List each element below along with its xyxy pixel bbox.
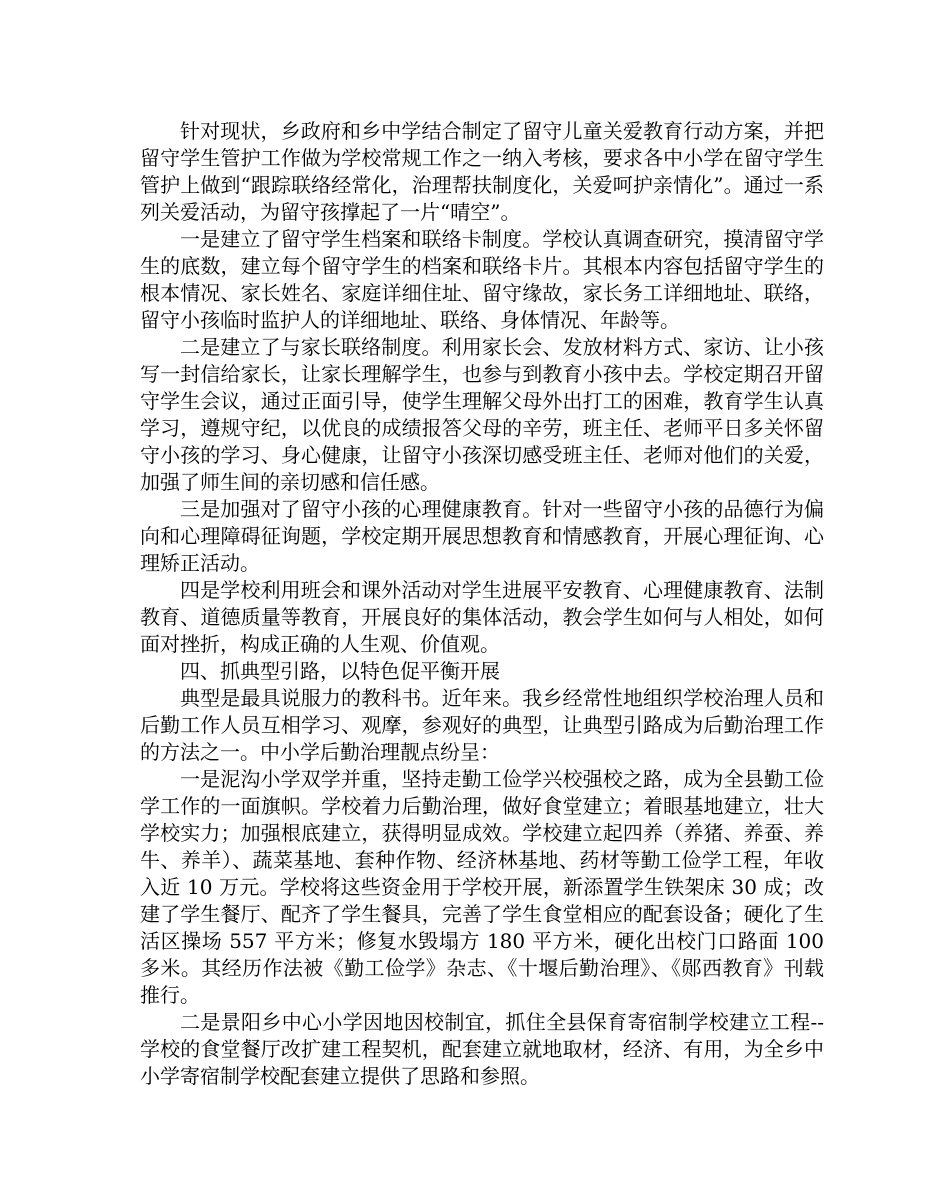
- paragraph: 一是建立了留守学生档案和联络卡制度。学校认真调查研究，摸清留守学生的底数，建立每个留守学生的档案和联络卡片。其根本内容包括留守学生的根本情况、家长姓名、家庭详细住址、留守缘故，家长务工详细地址、联络，留守小孩临时监护人的详细地址、联络、身体情况、年龄等。: [140, 227, 824, 332]
- paragraph: 一是泥沟小学双学并重，坚持走勤工俭学兴校强校之路，成为全县勤工俭学工作的一面旗帜。学校着力后勤治理，做好食堂建立；着眼基地建立，壮大学校实力；加强根底建立，获得明显成效。学校建立起四养（养猪、养蚕、养牛、养羊）、蔬菜基地、套种作物、经济林基地、药材等勤工俭学工程，年收入近 10 万元。学校将这些资金用于学校开展，新添置学生铁架床 30 成；改建了学生餐厅、配齐了学生餐具，完善了学生食堂相应的配套设备；硬化了生活区操场 557 平方米；修复水毁塌方 180 平方米，硬化出校门口路面 100 多米。其经历作法被《勤工俭学》杂志、《十堰后勤治理》、《郧西教育》刊载推行。: [140, 767, 824, 1007]
- paragraph: 三是加强对了留守小孩的心理健康教育。针对一些留守小孩的品德行为偏向和心理障碍征询题，学校定期开展思想教育和情感教育，开展心理征询、心理矫正活动。: [140, 497, 824, 575]
- paragraph: 四是学校利用班会和课外活动对学生进展平安教育、心理健康教育、法制教育、道德质量等教育，开展良好的集体活动，教会学生如何与人相处，如何面对挫折，构成正确的人生观、价值观。: [140, 578, 824, 656]
- paragraph: 二是建立了与家长联络制度。利用家长会、发放材料方式、家访、让小孩写一封信给家长，让家长理解学生，也参与到教育小孩中去。学校定期召开留守学生会议，通过正面引导，使学生理解父母外出打工的困难，教育学生认真学习，遵规守纪，以优良的成绩报答父母的辛劳，班主任、老师平日多关怀留守小孩的学习、身心健康，让留守小孩深切感受班主任、老师对他们的关爱，加强了师生间的亲切感和信任感。: [140, 335, 824, 494]
- document-body: [140, 118, 824, 1090]
- paragraph: 二是景阳乡中心小学因地因校制宜，抓住全县保育寄宿制学校建立工程--学校的食堂餐厅改扩建工程契机，配套建立就地取材，经济、有用，为全乡中小学寄宿制学校配套建立提供了思路和参照。: [140, 1010, 824, 1088]
- paragraph: 典型是最具说服力的教科书。近年来。我乡经常性地组织学校治理人员和后勤工作人员互相学习、观摩，参观好的典型，让典型引路成为后勤治理工作的方法之一。中小学后勤治理靓点纷呈：: [140, 686, 824, 764]
- section-heading: 四、抓典型引路，以特色促平衡开展: [180, 659, 500, 683]
- paragraph: 针对现状，乡政府和乡中学结合制定了留守儿童关爱教育行动方案，并把留守学生管护工作做为学校常规工作之一纳入考核，要求各中小学在留守学生管护上做到“跟踪联络经常化，治理帮扶制度化，关爱呵护亲情化”。通过一系列关爱活动，为留守孩撑起了一片“晴空”。: [140, 119, 824, 224]
